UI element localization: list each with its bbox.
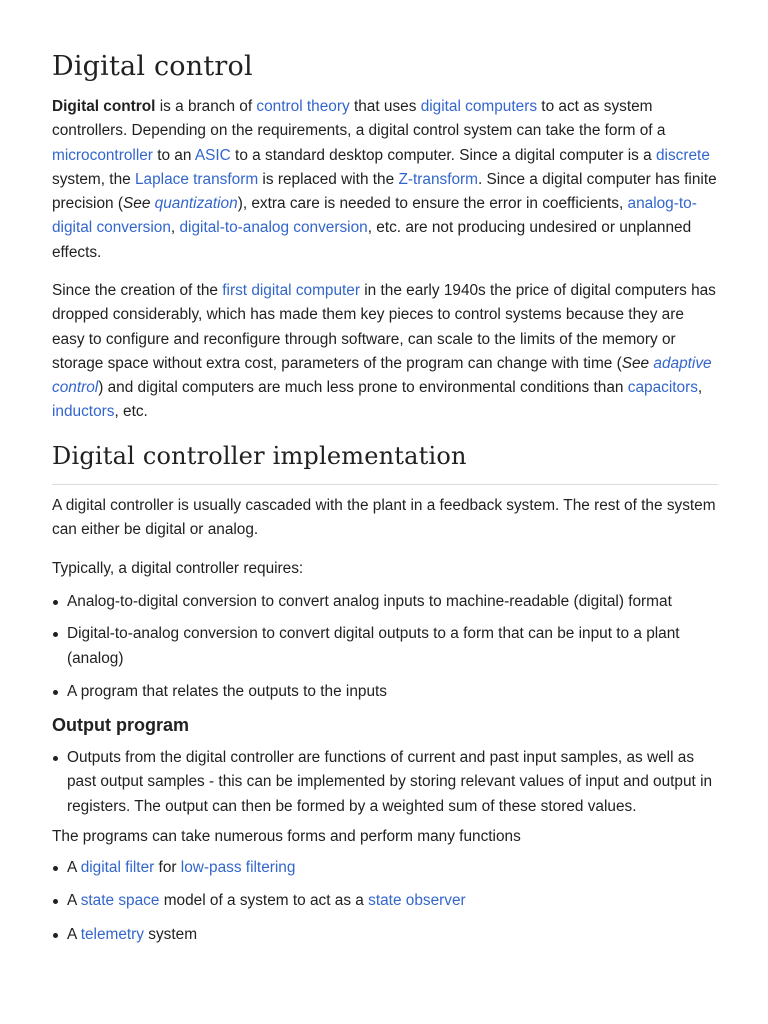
text: , xyxy=(170,219,180,237)
forms-intro: The programs can take numerous forms and perform many functions xyxy=(52,828,521,845)
subsection-heading: Output program xyxy=(52,715,189,735)
text: A xyxy=(67,859,81,876)
list-item xyxy=(52,889,718,913)
link-low-pass-filtering[interactable]: low-pass filtering xyxy=(180,859,296,876)
section-paragraph: A digital controller is usually cascaded with the plant in a feedback system. The rest of the system can either be digital or analog. xyxy=(52,497,716,539)
list-item: Analog-to-digital conversion to convert analog inputs to machine-readable (digital) format xyxy=(52,590,718,614)
link-discrete[interactable]: discrete xyxy=(655,146,710,164)
text: . Since a digital computer has finite precision ( xyxy=(52,170,717,213)
text: that uses xyxy=(349,98,421,115)
see-label: See xyxy=(621,354,650,372)
list-item: A program that relates the outputs to the inputs xyxy=(52,680,718,704)
text: A xyxy=(67,925,81,943)
link-laplace-transform[interactable]: Laplace transform xyxy=(134,170,259,188)
bold-term: Digital control xyxy=(52,98,156,115)
text: A xyxy=(67,892,81,910)
intro-paragraph xyxy=(52,95,718,265)
link-telemetry[interactable]: telemetry xyxy=(80,925,144,943)
text: ), extra care is needed to ensure the error in coefficients, xyxy=(237,195,628,213)
forms-list xyxy=(52,856,718,947)
list-item: Digital-to-analog conversion to convert digital outputs to a form that can be input to a plant (analog) xyxy=(52,622,718,671)
link-adaptive-control[interactable]: adaptive control xyxy=(52,354,712,397)
link-state-observer[interactable]: state observer xyxy=(368,892,466,910)
text: model of a system to act as a xyxy=(159,892,369,910)
text: is a branch of xyxy=(155,98,257,115)
link-control-theory[interactable]: control theory xyxy=(256,98,350,115)
text: to a standard desktop computer. Since a digital computer is a xyxy=(230,146,656,164)
link-first-digital-computer[interactable]: first digital computer xyxy=(222,282,360,299)
text: system xyxy=(144,925,198,943)
link-analog-to-digital-conversion[interactable]: analog-to-digital conversion xyxy=(52,195,697,237)
history-paragraph xyxy=(52,279,718,425)
link-digital-to-analog-conversion[interactable]: digital-to-analog conversion xyxy=(179,219,368,237)
page-title: Digital control xyxy=(52,51,253,82)
text: ) and digital computers are much less prone to environmental conditions than xyxy=(98,379,628,397)
output-list xyxy=(52,746,718,819)
see-label: See xyxy=(123,195,151,213)
requirements-list xyxy=(52,590,718,704)
text: , xyxy=(697,379,703,397)
link-state-space[interactable]: state space xyxy=(80,892,160,910)
text: to act as system controllers. Depending on the requirements, a digital control system can take the form of a xyxy=(52,98,666,140)
heading-divider xyxy=(52,484,718,485)
link-microcontroller[interactable]: microcontroller xyxy=(52,146,153,164)
link-z-transform[interactable]: Z-transform xyxy=(398,170,478,188)
list-item xyxy=(52,923,718,947)
requirements-intro: Typically, a digital controller requires: xyxy=(52,560,304,577)
text: , etc. are not producing undesired or unplanned effects. xyxy=(52,219,692,261)
text: Since the creation of the xyxy=(52,282,223,299)
text: system, the xyxy=(52,170,135,188)
text: in the early 1940s the price of digital computers has dropped considerably, which has made them key pieces to control systems because they are easy to configure and reconfigure through software, can scale to the limits of the memory or storage space without extra cost, parameters of the program can change with time ( xyxy=(52,282,716,372)
link-asic[interactable]: ASIC xyxy=(194,146,231,164)
text: , etc. xyxy=(114,403,148,421)
list-item xyxy=(52,856,718,880)
link-quantization[interactable]: quantization xyxy=(154,195,238,213)
text: for xyxy=(154,859,181,876)
text: is replaced with the xyxy=(258,170,399,188)
section-heading: Digital controller implementation xyxy=(52,442,467,470)
link-capacitors[interactable]: capacitors xyxy=(627,379,698,397)
link-inductors[interactable]: inductors xyxy=(52,403,115,421)
text: to an xyxy=(152,146,195,164)
link-digital-filter[interactable]: digital filter xyxy=(80,859,155,876)
link-digital-computers[interactable]: digital computers xyxy=(420,98,538,115)
list-item: Outputs from the digital controller are functions of current and past input samples, as well as past output samples - this can be implemented by storing relevant values of input and output in registers. The output can then be formed by a weighted sum of these stored values. xyxy=(52,746,718,819)
